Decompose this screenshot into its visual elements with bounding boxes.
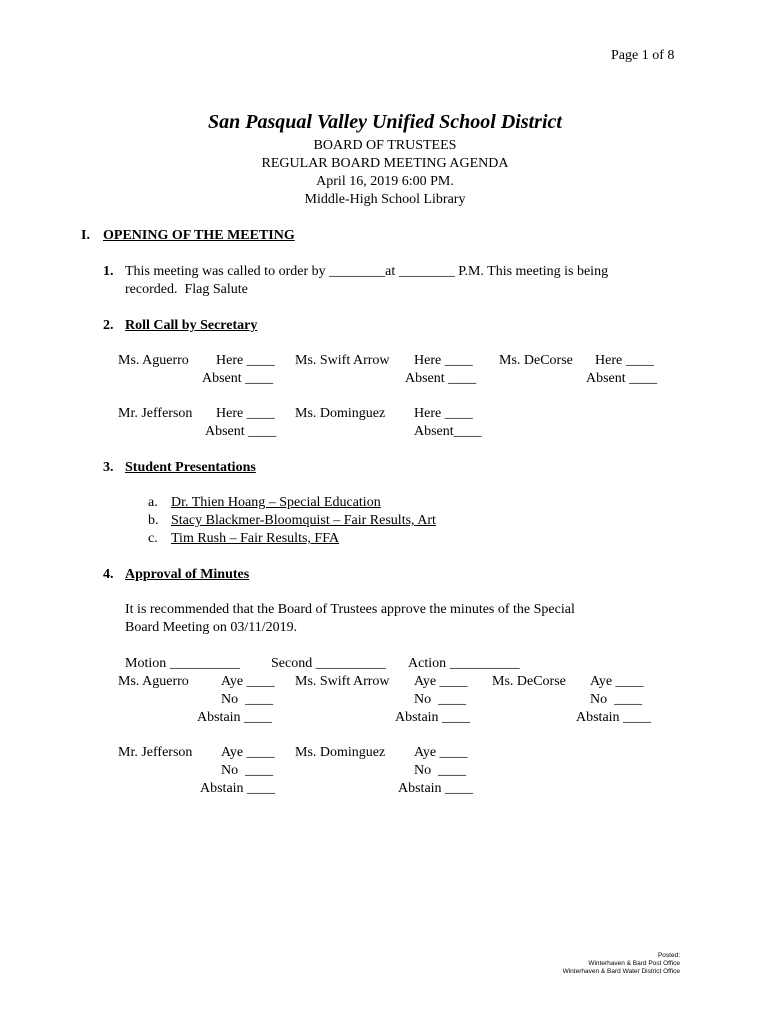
meeting-date: April 16, 2019 6:00 PM. bbox=[316, 174, 454, 189]
abstain-blank: Abstain ____ bbox=[197, 710, 273, 725]
here-blank: Here ____ bbox=[216, 353, 275, 368]
member-swift-arrow: Ms. Swift Arrow bbox=[295, 353, 390, 368]
member-aguerro: Ms. Aguerro bbox=[118, 674, 189, 689]
here-blank: Here ____ bbox=[414, 406, 473, 421]
minutes-paragraph: It is recommended that the Board of Trustees approve the minutes of the Special bbox=[125, 602, 575, 617]
absent-blank: Absent ____ bbox=[586, 371, 658, 386]
list-letter: b. bbox=[148, 513, 159, 528]
posted-label: Posted: bbox=[657, 952, 680, 959]
aye-blank: Aye ____ bbox=[221, 745, 275, 760]
item-number: 2. bbox=[103, 318, 114, 333]
presentation-item: Stacy Blackmer-Bloomquist – Fair Results, Art bbox=[171, 513, 436, 528]
item-number: 3. bbox=[103, 460, 114, 475]
here-blank: Here ____ bbox=[216, 406, 275, 421]
absent-blank: Absent ____ bbox=[202, 371, 274, 386]
aye-blank: Aye ____ bbox=[414, 674, 468, 689]
abstain-blank: Abstain ____ bbox=[200, 781, 276, 796]
absent-blank: Absent____ bbox=[414, 424, 482, 439]
member-dominguez: Ms. Dominguez bbox=[295, 406, 386, 421]
member-aguerro: Ms. Aguerro bbox=[118, 353, 189, 368]
member-decorse: Ms. DeCorse bbox=[492, 674, 566, 689]
call-to-order-text: This meeting was called to order by ________at ________ P.M. This meeting is being bbox=[125, 264, 609, 279]
aye-blank: Aye ____ bbox=[414, 745, 468, 760]
member-dominguez: Ms. Dominguez bbox=[295, 745, 386, 760]
minutes-title: Approval of Minutes bbox=[125, 567, 250, 582]
here-blank: Here ____ bbox=[414, 353, 473, 368]
no-blank: No ____ bbox=[590, 692, 643, 707]
meeting-location: Middle-High School Library bbox=[304, 192, 466, 207]
section-title: OPENING OF THE MEETING bbox=[103, 228, 295, 243]
second-blank: Second __________ bbox=[271, 656, 386, 671]
list-letter: a. bbox=[148, 495, 158, 510]
posted-location-1: Winterhaven & Bard Post Office bbox=[588, 960, 680, 967]
absent-blank: Absent ____ bbox=[405, 371, 477, 386]
member-jefferson: Mr. Jefferson bbox=[118, 406, 193, 421]
district-title: San Pasqual Valley Unified School District bbox=[208, 111, 562, 133]
page-number: Page 1 of 8 bbox=[611, 48, 675, 63]
member-jefferson: Mr. Jefferson bbox=[118, 745, 193, 760]
aye-blank: Aye ____ bbox=[590, 674, 644, 689]
abstain-blank: Abstain ____ bbox=[398, 781, 474, 796]
no-blank: No ____ bbox=[221, 763, 274, 778]
presentation-item: Tim Rush – Fair Results, FFA bbox=[171, 531, 340, 546]
member-decorse: Ms. DeCorse bbox=[499, 353, 573, 368]
member-swift-arrow: Ms. Swift Arrow bbox=[295, 674, 390, 689]
board-name: BOARD OF TRUSTEES bbox=[313, 138, 457, 153]
item-number: 4. bbox=[103, 567, 114, 582]
abstain-blank: Abstain ____ bbox=[395, 710, 471, 725]
section-numeral: I. bbox=[81, 228, 90, 243]
absent-blank: Absent ____ bbox=[205, 424, 277, 439]
item-number: 1. bbox=[103, 264, 114, 279]
list-letter: c. bbox=[148, 531, 158, 546]
call-to-order-text-2: recorded. Flag Salute bbox=[125, 282, 248, 297]
presentations-title: Student Presentations bbox=[125, 460, 256, 475]
abstain-blank: Abstain ____ bbox=[576, 710, 652, 725]
action-blank: Action __________ bbox=[408, 656, 520, 671]
presentation-item: Dr. Thien Hoang – Special Education bbox=[171, 495, 381, 510]
here-blank: Here ____ bbox=[595, 353, 654, 368]
no-blank: No ____ bbox=[221, 692, 274, 707]
aye-blank: Aye ____ bbox=[221, 674, 275, 689]
no-blank: No ____ bbox=[414, 763, 467, 778]
roll-call-title: Roll Call by Secretary bbox=[125, 318, 258, 333]
posted-location-2: Winterhaven & Bard Water District Office bbox=[562, 968, 680, 975]
motion-blank: Motion __________ bbox=[125, 656, 240, 671]
agenda-title: REGULAR BOARD MEETING AGENDA bbox=[261, 156, 509, 171]
no-blank: No ____ bbox=[414, 692, 467, 707]
minutes-paragraph-2: Board Meeting on 03/11/2019. bbox=[125, 620, 298, 635]
